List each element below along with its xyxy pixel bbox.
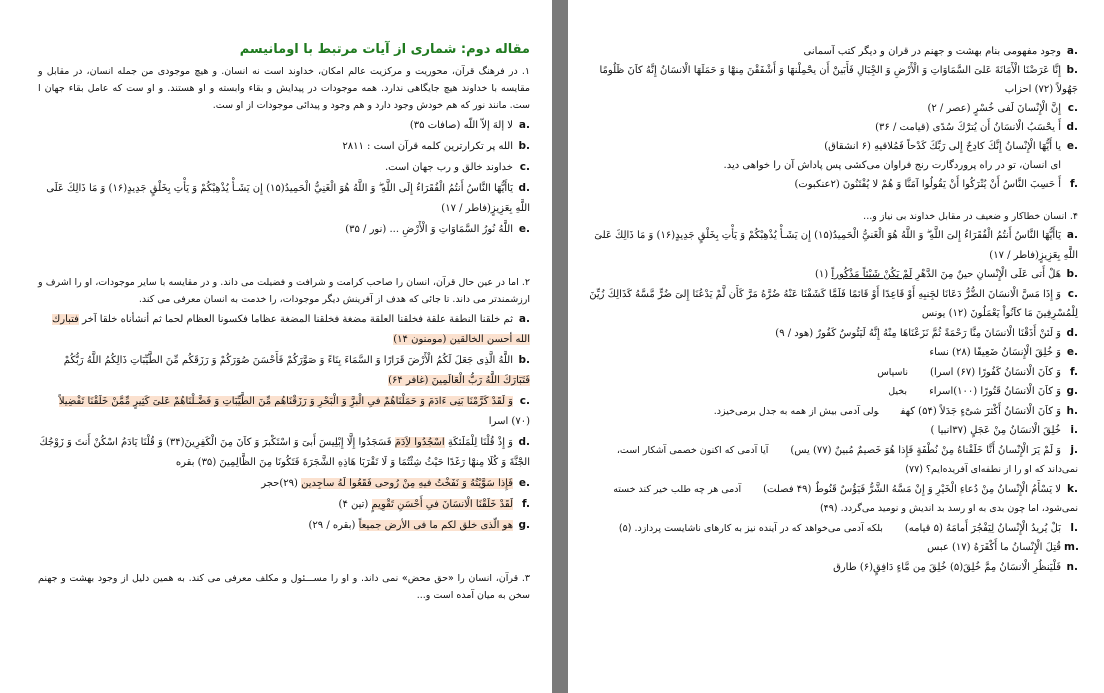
item-text — [930, 367, 1061, 378]
right-page — [568, 0, 1104, 693]
list-item — [38, 515, 530, 536]
item-note: بلكه آدمی می‌خواهد كه در آینده نیز به كارهای ناشایست پردازد. (۵) — [618, 522, 883, 534]
item-letter: m. — [1064, 541, 1079, 553]
list-item — [38, 391, 530, 432]
section-4-intro: ۴. انسان خطاکار و ضعیف در مقابل خداوند بی نیاز و... — [863, 211, 1078, 222]
item-letter: c. — [519, 161, 530, 173]
list-item — [588, 402, 1078, 422]
list-item — [588, 441, 1078, 480]
list-item — [588, 538, 1078, 558]
verse-text: وَ لَئنْ أَذَقْنَا الْانسَانَ مِنَّا رَحْمَةً ثُمَّ نَزَعْنَاهَا مِنْهُ إِنَّهُ لَيَئُوسٌ كَفُورٌ (هود / ۹) — [775, 327, 1061, 339]
item-text — [775, 328, 1061, 339]
list-item — [588, 382, 1078, 402]
list-item — [38, 473, 530, 494]
item-letter: l. — [1070, 521, 1078, 534]
item-text — [345, 224, 513, 235]
list-item — [38, 115, 530, 136]
highlighted-verse: فَإِذا سَوَّيْتُهُ وَ نَفَخْتُ فيهِ مِنْ رُوحى فَقَعُوا لَهُ ساجِدين — [301, 478, 513, 489]
item-text — [52, 314, 530, 345]
item-letter: k. — [1067, 482, 1078, 495]
highlighted-verse: فتبارك الله أحسن الخالقين (مومنون ۱۴) — [52, 314, 530, 345]
section-1-intro: ۱. در فرهنگ قرآن، محوریت و مرکزیت عالم امکان، خداوند است نه انسان. و هیچ موجودی من جمله انسان، در مقابل و مقایسه با خداوند هیچ جایگاهی ندارد. همه موجودات در پیدایش و بقاء وابسته و او هستند. و او ست که عامل بقاء جهان ا ست. مانند نور که هم خودش وجود دارد و هم وجود و پیدائی موجودات از او ست. — [38, 66, 530, 111]
item-text — [815, 269, 1061, 280]
item-text — [901, 406, 1061, 417]
item-letter: c. — [1067, 102, 1078, 114]
item-text — [261, 478, 513, 489]
verse-text: وَ لَمْ يَرَ الْإِنْسانُ أَنَّا خَلَقْناهُ مِنْ نُطْفَةٍ فَإِذا هُوَ خَصيمٌ مُبينٌ (۷۷) يس) — [790, 444, 1061, 456]
item-text — [594, 230, 1078, 261]
item-letter: b. — [518, 354, 530, 366]
item-text — [875, 122, 1061, 133]
item-text — [46, 183, 530, 214]
item-note: آیا آدمی که اکنون خصمی آشکار است، نمی‌داند که او را از نطفه‌ای آفریده‌ایم؟ (۷۷) — [616, 444, 1078, 475]
item-text — [804, 46, 1061, 57]
section-0-list — [588, 42, 1078, 194]
list-item — [38, 309, 530, 350]
verse-continuation: فَسَجَدُوا إِلَّا إِبْلِيسَ أَبىَ‏ وَ اسْتَكْبرََ وَ كاَنَ مِنَ الْكَفِرِينَ(۳۴) وَ قُلْنَا يَادَمُ اسْكُنْ أَنتَ وَ زَوْجُكَ الجَْنَّةَ وَ كُلَا مِنهَْا رَغَدًا حَيْثُ شِئْتُمَا وَ لَا تَقْرَبَا هَاذِهِ الشَّجَرَةَ فَتَكُونَا مِنَ الظَّالِمِينَ (۳۵) بقره — [39, 437, 530, 468]
verse-text: خُلِقَ الْانسَانُ مِنْ عَجَلٍ (۳۷انبیا ) — [930, 425, 1061, 436]
list-item — [588, 156, 1078, 175]
verse-text: فَلْيَنظُرِ الْانسَانُ مِمَّ خُلِقَ(۵) خُلِقَ مِن مَّاءٍ دَافِقٍ(۶) طارق — [833, 561, 1061, 573]
item-note: ولی آدمی بیش از همه به جدل برمی‌خیزد. — [713, 405, 879, 417]
verse-text: الله پر تکرارترین کلمه قرآن است : ۲۸۱۱ — [342, 141, 513, 152]
item-text — [927, 103, 1061, 114]
item-text — [794, 179, 1061, 190]
item-letter: j. — [1070, 443, 1078, 456]
list-item — [588, 558, 1078, 578]
verse-text: هَلْ أَتى‏ عَلَى الْإِنْسانِ حينٌ مِنَ الدَّهْرِ — [915, 269, 1061, 280]
item-letter: d. — [518, 436, 530, 448]
item-text — [309, 520, 514, 531]
item-letter: g. — [518, 519, 530, 531]
item-letter: f. — [522, 498, 530, 510]
item-text — [790, 445, 1061, 456]
list-item — [38, 178, 530, 219]
verse-text: ثم خلقنا النطفة علقة فخلقنا العلقة مضغة فخلقنا المضغة عظاما فكسونا العظام لحما ثم أنشأناه خلقا آخر — [82, 314, 513, 325]
verse-text: وجود مفهومی بنام بهشت و جهنم در قران و دیگر کتب آسمانی — [803, 46, 1061, 57]
section-2-intro: ۲. اما در عین حال قرآن، انسان را صاحب کرامت و شرافت و فضیلت می داند. و در مقایسه با سایر موجودات، او را اشرف و ارزشمندتر می داند. تا جائی که هدف از آفرینش دیگر موجودات، را خدمت به انسان معرفی می کند. — [38, 277, 530, 305]
item-letter: e. — [518, 477, 530, 489]
underlined-verse: لَمْ يَكُنْ شَيْئاً مَذْكُوراً — [831, 269, 913, 280]
section-4-list — [588, 226, 1078, 577]
verse-continuation: (۱) — [815, 269, 829, 280]
section-1-list — [38, 115, 530, 240]
item-letter: d. — [518, 182, 530, 194]
item-letter: c. — [1067, 287, 1078, 300]
verse-text: يا أَيُّهَا الْإِنْسانُ إِنَّكَ كادِحٌ إِلى‏ رَبِّكَ كَدْحاً فَمُلاقيهِ (۶ انشقاق) — [824, 141, 1061, 152]
item-text — [833, 562, 1061, 573]
item-note: ناسپاس — [877, 366, 909, 378]
list-item — [588, 324, 1078, 344]
item-text — [589, 289, 1078, 320]
highlighted-verse: لَقَدْ خَلَقْنَا الْانسَانَ فىِ أَحْسَنِ تَقْوِيمٍ — [371, 499, 513, 510]
verse-text: لا يَسْأَمُ الْإِنْسانُ مِنْ دُعاءِ الْخَيْرِ وَ إِنْ مَسَّهُ الشَّرُّ فَيَؤُسٌ قَنُوطٌ (۴۹ فصلت) — [763, 483, 1061, 495]
verse-ref: (۲۹)حجر — [261, 478, 298, 489]
list-item — [38, 157, 530, 178]
item-text — [385, 162, 513, 173]
item-letter: b. — [518, 140, 530, 152]
verse-text: ای انسان، تو در راه پروردگارت رنج فراوان می‌کشی پس پاداش آن را خواهی دید. — [723, 160, 1061, 171]
item-letter: a. — [1066, 229, 1078, 241]
item-text — [763, 484, 1061, 495]
item-text — [905, 523, 1061, 534]
item-text — [931, 425, 1061, 436]
verse-ref: (۷۰) اسرا — [488, 416, 530, 427]
verse-text: إِنَّ الْإِنْسانَ لَفى‏ خُسْرٍ (عصر / ۲) — [927, 103, 1061, 114]
verse-text: وَ كاَنَ الْانسَانُ كَفُورًا (۶۷) اسرا) — [930, 366, 1061, 378]
item-letter: d. — [1066, 326, 1078, 339]
list-item — [38, 136, 530, 157]
verse-text: وَ إِذَا مَسَّ الْانسَانَ الضُّرُّ دَعَانَا لجَِنبِهِ أَوْ قَاعِدًا أَوْ قَائمًا فَلَمَّا كَشَفْنَا عَنْهُ ضُرَّهُ مَرَّ كَأَن لَّمْ يَدْعُنَا إِلىَ‏ ضُرٍّ مَّسَّهُ كَذَالِكَ زُيِّنَ لِلْمُسْرِفِينَ مَا كاَنُواْ يَعْمَلُونَ (۱۲) یونس — [589, 288, 1078, 319]
item-letter: f. — [1070, 178, 1078, 190]
item-letter: a. — [518, 313, 530, 325]
verse-text: وَ كاَنَ الْانسَانُ قَتُورًا (۱۰۰)اسراء — [929, 386, 1061, 397]
list-item — [588, 99, 1078, 118]
article-title: مقاله دوم: شماری از آیات مرتبط با اومانیسم — [239, 42, 530, 57]
verse-text: إِنَّا عَرَضْنَا الْأَمَانَةَ عَلىَ السَّمَاوَاتِ وَ الْأَرْضِ وَ الجِْبَالِ فَأَبَينَْ أَن يحَْمِلْنهََا وَ أَشْفَقْنَ مِنهَْا وَ حَمَلَهَا الْانسَانُ إِنَّهُ كاَنَ ظَلُومًا جَهُولاً (۷۲) احزاب — [599, 65, 1078, 95]
item-text — [929, 347, 1061, 358]
list-item — [588, 285, 1078, 324]
item-text — [724, 160, 1061, 171]
item-letter: a. — [518, 119, 530, 131]
verse-ref: (تین ۴) — [338, 499, 369, 510]
list-item — [588, 226, 1078, 265]
list-item — [38, 219, 530, 240]
section-2-list — [38, 309, 530, 536]
verse-text: وَ خُلِقَ الْإِنسَانُ ضَعِيفًا (۲۸) نساء — [929, 347, 1061, 358]
verse-text: يَاأَيُّهَا النَّاسُ أَنتُمُ الْفُقَرَاءُ إِلَى اللَّهِ ۖ وَ اللَّهُ هُوَ الْغَنِيُّ الْحَمِيدُ(۱۵) إِن يَشَـأْ يُذْهِبْكُمْ وَ يَأْتِ بِخَلْقٍ جَدِيدٍ(۱۶) وَ مَا ذَالِكَ عَلَى اللَّهِ بِعَزِيزٍ(فاطر / ۱۷) — [46, 183, 530, 214]
list-item — [588, 265, 1078, 285]
item-note: بخیل — [888, 386, 908, 397]
list-item — [588, 519, 1078, 539]
highlighted-verse: اسْجُدُوا لاَِدَمَ — [394, 437, 445, 448]
verse-text: قُتِلَ الْإِنْسانُ ما أَكْفَرَهُ (۱۷) عبس — [927, 542, 1061, 553]
list-item — [588, 421, 1078, 441]
verse-text: خداوند خالق و رب جهان است. — [385, 162, 513, 173]
verse-text: اللَّهُ نُورُ السَّمَاوَاتِ وَ الْأَرْضِ ... (نور / ۳۵) — [345, 224, 513, 235]
list-item — [38, 494, 530, 515]
list-item — [38, 432, 530, 473]
verse-text: وَ إِذْ قُلْنَا لِلْمَلَئكَةِ — [447, 437, 513, 448]
item-letter: n. — [1066, 560, 1078, 573]
item-letter: b. — [1066, 268, 1078, 280]
item-letter: d. — [1066, 121, 1078, 133]
list-item — [588, 343, 1078, 363]
verse-text: بَلْ يُريدُ الْإِنْسانُ لِيَفْجُرَ أَمامَهُ (۵ قیامه) — [904, 522, 1061, 534]
list-item — [38, 350, 530, 391]
item-text — [342, 141, 513, 152]
item-letter: e. — [518, 223, 530, 235]
item-text — [600, 65, 1079, 95]
item-letter: g. — [1066, 385, 1078, 397]
item-note: آدمی هر چه طلب خیر کند خسته نمی‌شود، اما چون بدی به او رسد بد اندیش و نومید می‌گردد. (۴۹) — [613, 483, 1078, 514]
item-text — [410, 120, 513, 131]
item-text — [929, 386, 1061, 397]
list-item — [588, 175, 1078, 194]
item-text — [40, 437, 531, 468]
item-text — [59, 396, 530, 427]
section-3-intro: ۳. قرآن، انسان را «حق محض» نمی داند. و او را مســـئول و مکلف معرفی می کند. به همین دلیل از وجود بهشت و جهنم سخن به میان آمده است و... — [38, 573, 530, 601]
item-letter: e. — [1066, 346, 1078, 358]
list-item — [588, 118, 1078, 137]
item-text — [927, 542, 1061, 553]
verse-text: أَ حَسِبَ النَّاسُ أَنْ يُتْرَكُوا أَنْ يَقُولُوا آمَنَّا وَ هُمْ لا يُفْتَنُونَ (۲عنکبوت) — [794, 179, 1061, 190]
verse-text: يَاأَيُّهَا النَّاسُ أَنتُمُ الْفُقَرَاءُ إِلىَ اللَّهِ ۖ وَ اللَّهُ هُوَ الْغَنىُِّ الْحَمِيدُ(۱۵) إِن يَشَـأْ يُذْهِبْكُمْ وَ يَأْتِ بِخَلْقٍ جَدِيدٍ(۱۶) وَ مَا ذَالِكَ عَلىَ اللَّهِ بِعَزِيزٍ(فاطر / ۱۷) — [594, 230, 1078, 261]
verse-text: اللَّهُ الَّذِى جَعَلَ لَكُمُ الْأَرْضَ قَرَارًا وَ السَّمَاءَ بِنَاءً وَ صَوَّرَكُمْ فَأَحْسَنَ صُوَرَكُمْ وَ رَزَقَكُم مِّنَ الطَّيِّبَاتِ ذَالِكُمُ اللَّهُ رَبُّكُمْ — [63, 355, 513, 366]
item-letter: e. — [1066, 140, 1078, 152]
verse-text: أَ يحَْسَبُ الْانسَانُ أَن يُترَْكَ سُدًى (قیامت / ۳۶) — [875, 122, 1061, 133]
list-item — [588, 42, 1078, 61]
highlighted-verse: وَ لَقَدْ كَرَّمْنَا بَنِى ءَادَمَ وَ حَمَلْنَاهُمْ فىِ الْبرَِّ وَ الْبَحْرِ وَ رَزَقْنَاهُم مِّنَ الطَّيِّبَاتِ وَ فَضَّـلْنَاهُمْ عَلىَ كَثِيرٍ مِّمَّنْ خَلَقْنَا تَفْضِيلاً — [58, 396, 513, 407]
item-text — [339, 499, 513, 510]
list-item — [588, 61, 1078, 99]
item-letter: h. — [1066, 404, 1078, 417]
highlighted-verse: هو الّذی خلق لكم ما فی الأرض جميعاً — [358, 520, 513, 531]
verse-text: وَ كاَنَ الْانسَانُ أَكْثرََ شىَ‏ْءٍ جَدَلاً (۵۴) کهف — [900, 405, 1061, 417]
item-letter: i. — [1070, 424, 1078, 436]
highlighted-verse: فَتَبَارَكَ اللَّهُ رَبُّ الْعَالَمِينَ (غافر ۶۴) — [388, 375, 530, 386]
item-letter: b. — [1066, 64, 1078, 76]
verse-ref: (بقره / ۲۹) — [308, 520, 356, 531]
item-text — [64, 355, 530, 386]
list-item — [588, 480, 1078, 519]
item-text — [824, 141, 1061, 152]
item-letter: a. — [1066, 45, 1078, 57]
verse-text: لا إلهَ إلاّ اللّه (صافات ۳۵) — [409, 120, 513, 131]
item-letter: c. — [519, 395, 530, 407]
list-item — [588, 137, 1078, 156]
item-letter: f. — [1070, 365, 1078, 378]
list-item — [588, 363, 1078, 383]
